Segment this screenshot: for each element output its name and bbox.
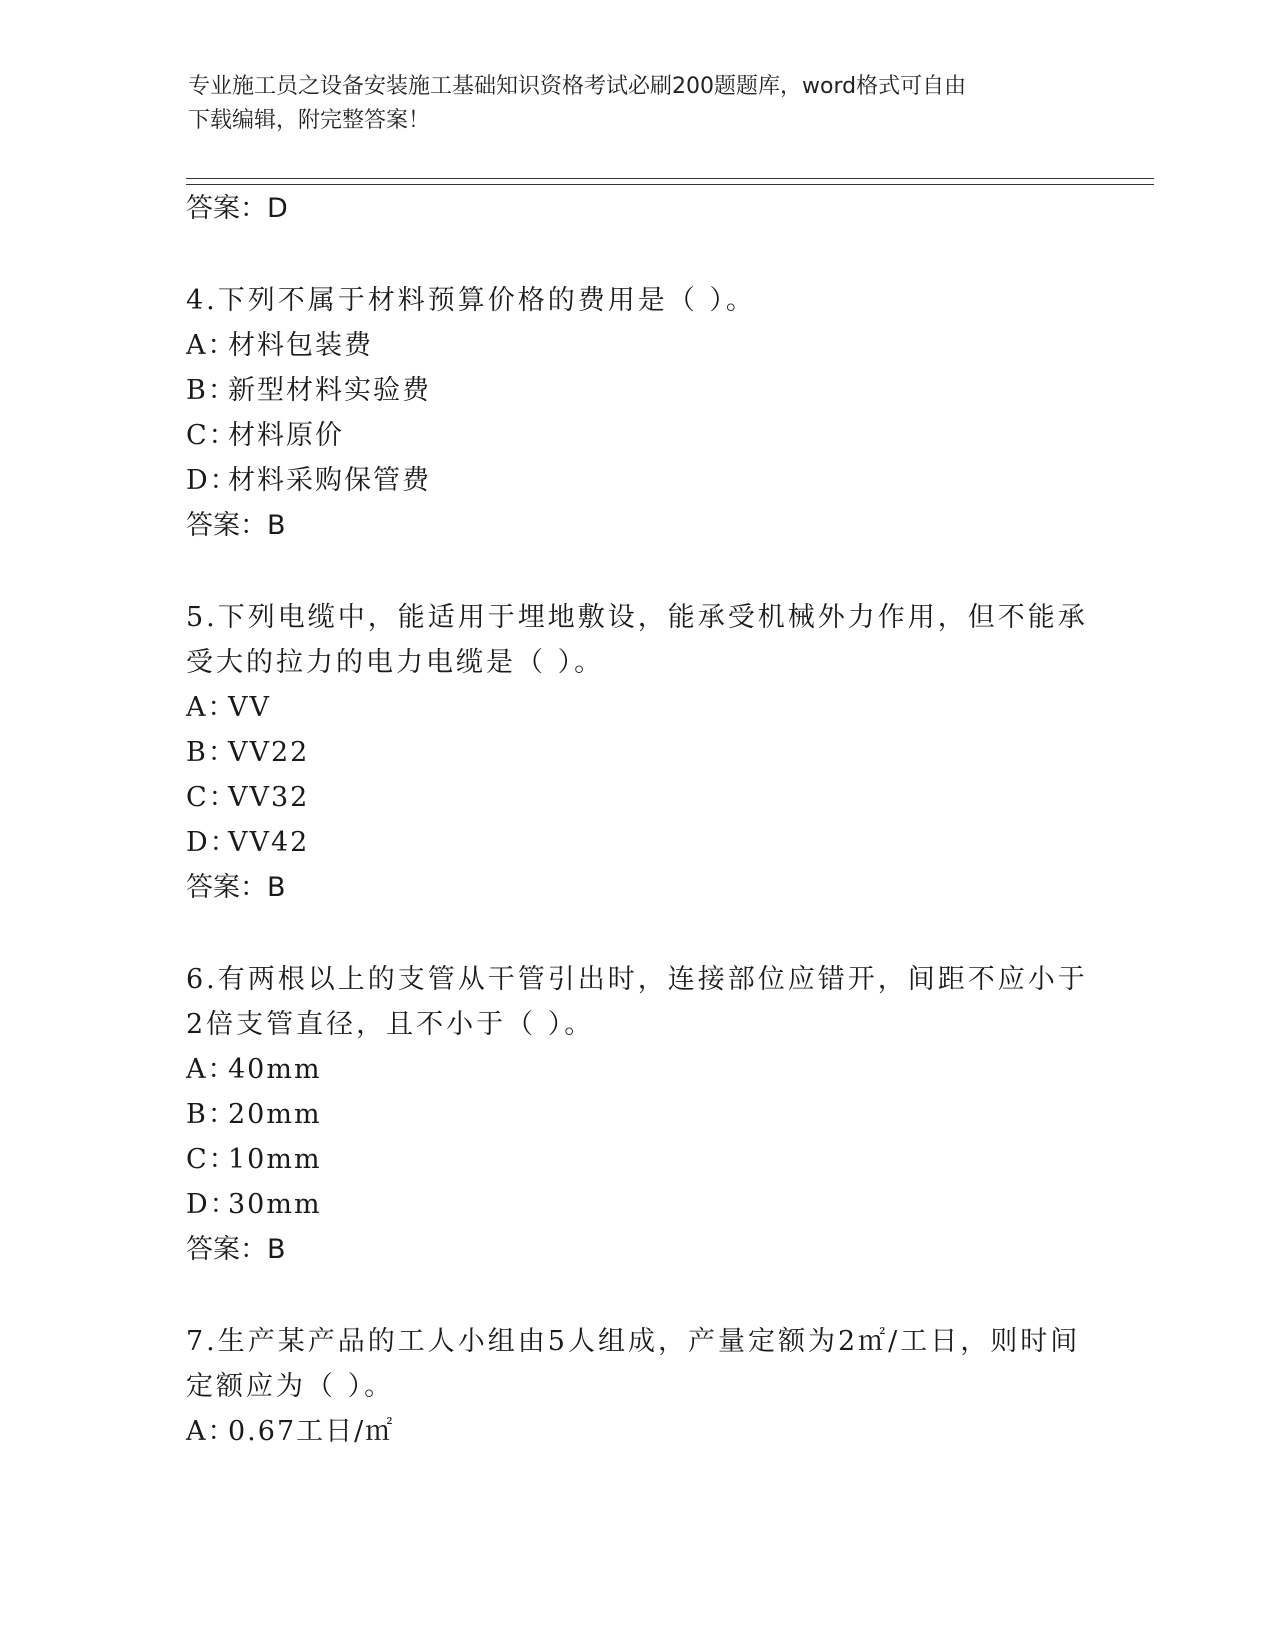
option-b — [186, 730, 1106, 775]
option-d — [186, 820, 1106, 865]
option-label: C： — [186, 782, 238, 813]
option-label: A： — [186, 1054, 237, 1085]
option-label: B： — [186, 1099, 237, 1130]
option-b — [186, 1092, 1106, 1137]
question-4: 4.下列不属于材料预算价格的费用是（ ）。 — [186, 285, 756, 316]
option-text: 40mm — [228, 1054, 322, 1085]
answer-line: 答案：B — [186, 1234, 286, 1265]
header-line-2: 下载编辑，附完整答案！ — [188, 108, 431, 133]
question-6: 6.有两根以上的支管从干管引出时，连接部位应错开，间距不应小于2倍支管直径，且不小于（ ）。 — [186, 964, 1088, 1040]
option-c — [186, 413, 1106, 458]
question-7: 7.生产某产品的工人小组由5人组成，产量定额为2㎡/工日，则时间定额应为（ ）。 — [186, 1326, 1081, 1402]
option-label: A： — [186, 1416, 237, 1447]
option-c — [186, 1137, 1106, 1182]
option-text: VV22 — [228, 737, 310, 768]
option-label: D： — [186, 827, 239, 858]
option-text: VV42 — [228, 827, 310, 858]
option-a — [186, 1409, 1106, 1454]
option-text: 材料采购保管费 — [228, 465, 431, 496]
option-d — [186, 458, 1106, 503]
option-a — [186, 323, 1106, 368]
option-text: 材料包装费 — [228, 330, 373, 361]
option-text: 30mm — [228, 1189, 322, 1220]
option-label: D： — [186, 465, 239, 496]
header-line-1: 专业施工员之设备安装施工基础知识资格考试必刷200题题库，word格式可自由 — [188, 74, 967, 99]
option-text: 20mm — [228, 1099, 322, 1130]
option-b — [186, 368, 1106, 413]
option-text: 0.67工日/㎡ — [228, 1416, 395, 1447]
option-text: VV32 — [228, 782, 310, 813]
option-label: C： — [186, 1144, 238, 1175]
option-text: 10mm — [228, 1144, 322, 1175]
document-body — [186, 186, 1106, 1454]
answer-line: 答案：B — [186, 872, 286, 903]
document-header — [188, 70, 1088, 138]
option-label: B： — [186, 375, 237, 406]
option-label: C： — [186, 420, 238, 451]
question-5: 5.下列电缆中，能适用于埋地敷设，能承受机械外力作用，但不能承受大的拉力的电力电缆是（ ）。 — [186, 602, 1088, 678]
option-d — [186, 1182, 1106, 1227]
option-text: 材料原价 — [228, 420, 344, 451]
option-label: A： — [186, 330, 237, 361]
header-divider — [186, 178, 1154, 185]
option-text: VV — [228, 692, 271, 723]
option-label: A： — [186, 692, 237, 723]
option-label: B： — [186, 737, 237, 768]
option-text: 新型材料实验费 — [228, 375, 431, 406]
option-c — [186, 775, 1106, 820]
answer-line: 答案：D — [186, 193, 288, 224]
option-a — [186, 685, 1106, 730]
option-a — [186, 1047, 1106, 1092]
option-label: D： — [186, 1189, 239, 1220]
answer-line: 答案：B — [186, 510, 286, 541]
